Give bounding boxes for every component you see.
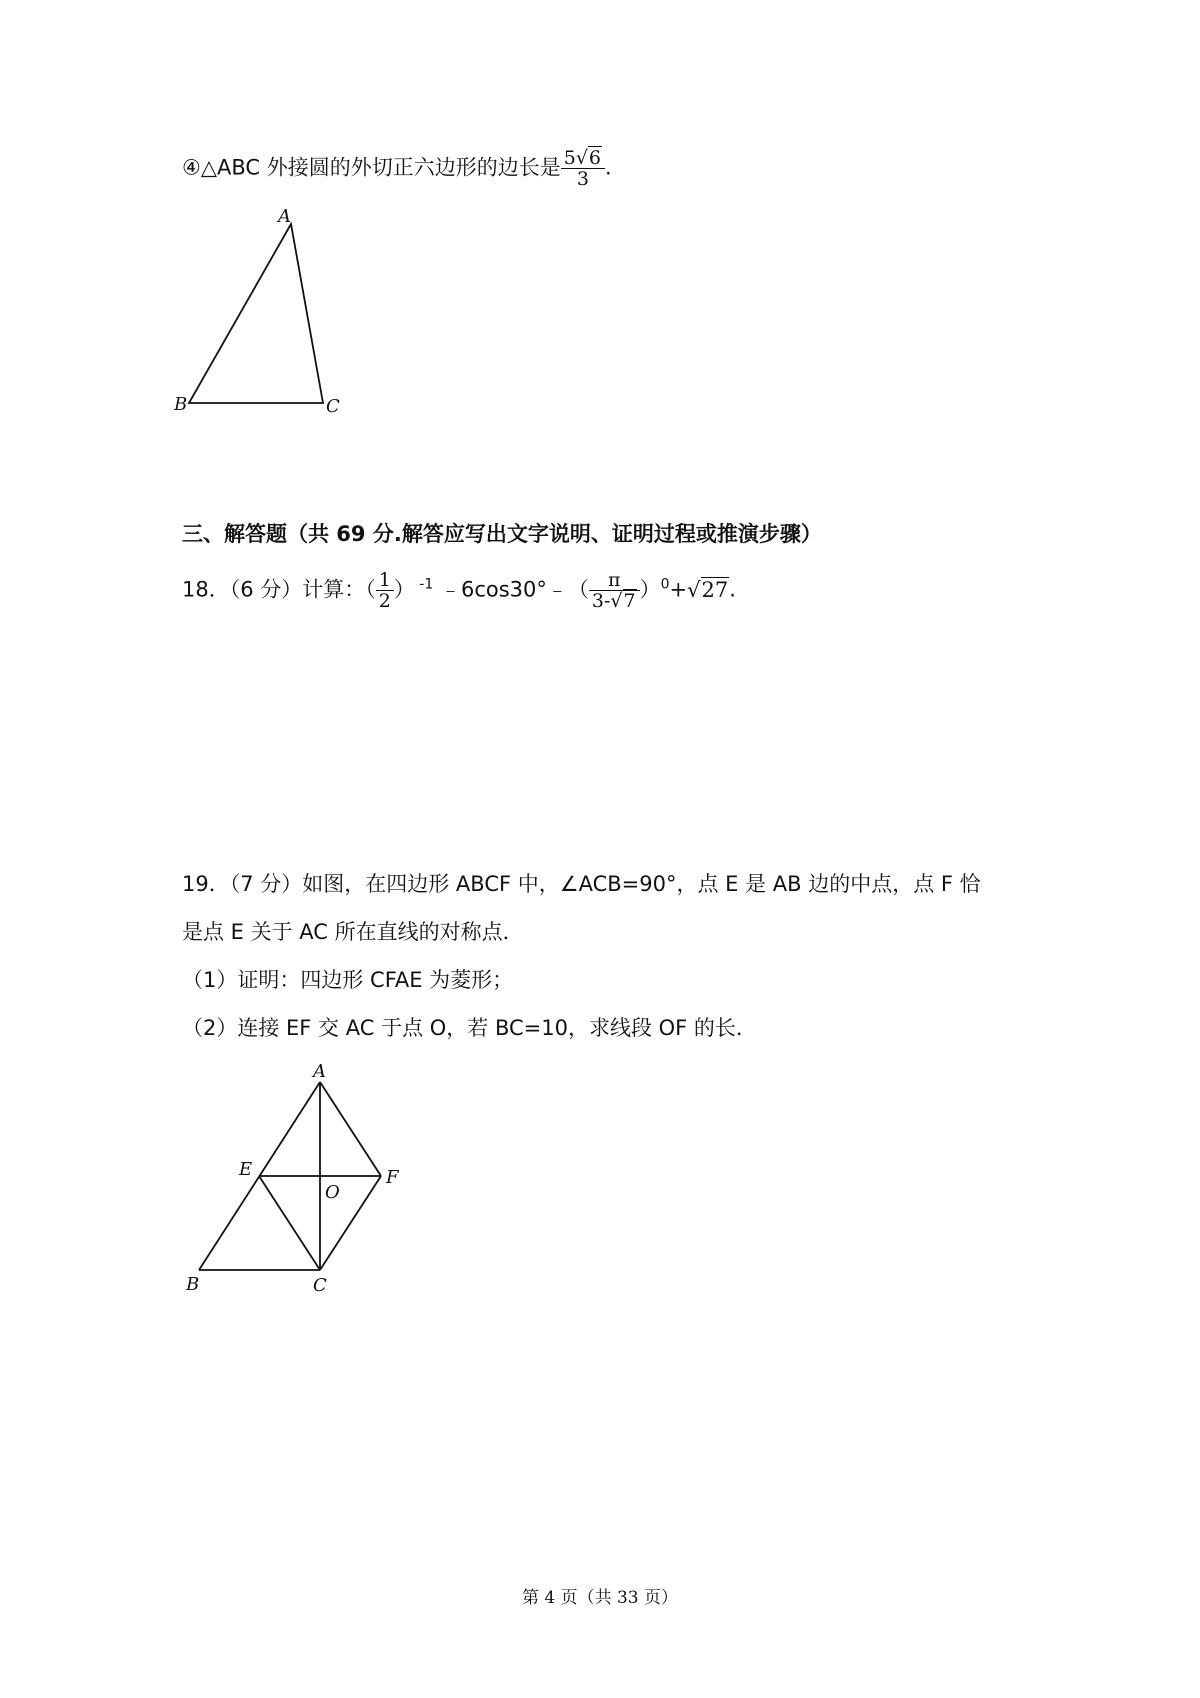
q18-pi-den — [589, 591, 640, 611]
q18-prefix: 18．（6 分）计算：（ — [182, 577, 376, 602]
label-a2: A — [313, 1061, 326, 1082]
triangle-abc — [189, 224, 323, 403]
label-f: F — [386, 1167, 399, 1188]
segment-af — [320, 1082, 381, 1176]
q18-radicand7: 7 — [623, 590, 636, 612]
q18-exponent-zero: 0 — [660, 576, 670, 593]
q18-sqrt7: √7 — [610, 590, 636, 612]
q19-part2: （2）连接 EF 交 AC 于点 O，若 BC=10，求线段 OF 的长． — [182, 1016, 757, 1040]
q19-part1: （1）证明：四边形 CFAE 为菱形； — [182, 968, 514, 992]
item4-coef: 5 — [563, 147, 576, 169]
q18-den-prefix: 3- — [591, 590, 611, 612]
q18-line — [182, 570, 736, 611]
q18-middle: ﹣6cos30°﹣（ — [433, 577, 589, 602]
q18-half-den: 2 — [378, 590, 391, 612]
q18-plus: + — [669, 577, 688, 602]
q18-exponent-minus1: -1 — [414, 576, 434, 593]
segment-ec — [259, 1176, 320, 1270]
label-e: E — [239, 1159, 253, 1180]
page-footer: 第 4 页（共 33 页） — [521, 1588, 679, 1608]
q18-radicand27: 27 — [701, 577, 729, 602]
item4-fraction — [561, 148, 605, 189]
q18-sqrt27: √27 — [687, 577, 729, 602]
item4-period: . — [605, 155, 612, 180]
q18-pi: π — [589, 570, 640, 591]
label-b: B — [174, 394, 188, 415]
q18-period: . — [729, 577, 736, 602]
item4-denominator: 3 — [576, 168, 589, 190]
q18-paren1-close: ） — [393, 577, 415, 602]
label-b2: B — [186, 1274, 200, 1295]
section3-heading: 三、解答题（共 69 分.解答应写出文字说明、证明过程或推演步骤） — [182, 522, 822, 546]
q18-pi-fraction — [589, 570, 640, 611]
label-c2: C — [313, 1275, 327, 1296]
label-c: C — [326, 396, 340, 417]
item4-sqrt: √6 — [575, 147, 602, 169]
item4-radicand: 6 — [588, 147, 602, 169]
q18-half-fraction — [376, 570, 394, 611]
q18-half-num: 1 — [376, 570, 394, 591]
label-o: O — [325, 1182, 340, 1203]
q19-line2: 是点 E 关于 AC 所在直线的对称点． — [182, 920, 524, 944]
q18-paren2-close: ） — [639, 577, 661, 602]
triangle-abc-figure — [174, 206, 380, 460]
q19-line1: 19．（7 分）如图，在四边形 ABCF 中，∠ACB=90°，点 E 是 AB 边的中点，点 F 恰 — [182, 872, 981, 896]
item4-text: ④△ABC 外接圆的外切正六边形的边长是 — [182, 155, 561, 180]
label-a: A — [278, 206, 291, 227]
rhombus-figure — [180, 1060, 420, 1300]
item4-line — [182, 148, 612, 189]
